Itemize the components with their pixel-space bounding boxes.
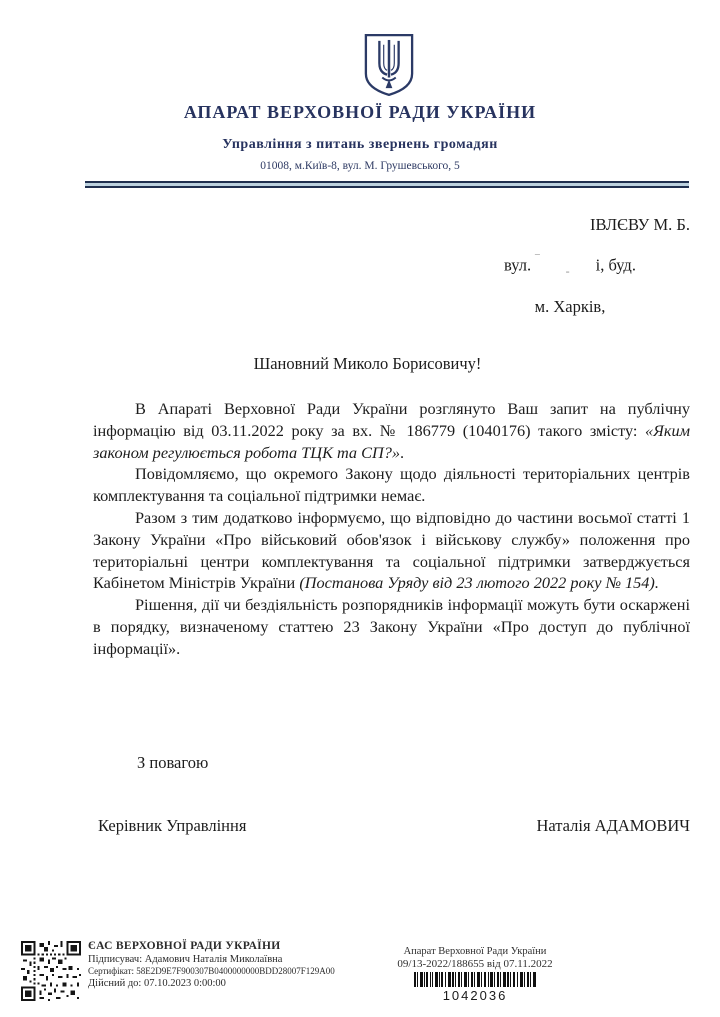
ukraine-trident-emblem-icon bbox=[363, 33, 415, 97]
letter-body bbox=[93, 398, 690, 660]
registration-stamp bbox=[380, 946, 570, 1003]
paragraph-1: В Апараті Верховної Ради України розглянуто Ваш запит на публічну інформацію від 03.11.2022 року за вх. № 186779 (1040176) такого змісту: «Яким законом регулюється робота ТЦК та СП?». bbox=[93, 399, 690, 462]
signature-row bbox=[98, 816, 690, 836]
barcode-icon bbox=[414, 972, 536, 987]
header-rule-divider bbox=[85, 181, 689, 188]
esign-certificate: Сертифікат: 58E2D9E7F900307B0400000000BDD28007F129A00 bbox=[88, 966, 335, 976]
barcode-number: 1042036 bbox=[442, 988, 508, 1003]
esign-block bbox=[88, 940, 388, 989]
paragraph-2: Повідомляємо, що окремого Закону щодо діяльності територіальних центрів комплектування та соціальної підтримки немає. bbox=[93, 464, 690, 506]
recipient-street: вул. ‾$_-$ і, буд. bbox=[504, 252, 636, 278]
redaction-mark: - bbox=[565, 263, 570, 278]
org-name: АПАРАТ ВЕРХОВНОЇ РАДИ УКРАЇНИ bbox=[183, 102, 537, 122]
stamp-org: Апарат Верховної Ради України bbox=[403, 946, 547, 957]
org-address: 01008, м.Київ-8, вул. М. Грушевського, 5 bbox=[260, 160, 460, 172]
stamp-number: 09/13-2022/188655 від 07.11.2022 bbox=[397, 958, 553, 970]
paragraph-3: Разом з тим додатково інформуємо, що відповідно до частини восьмої статті 1 Закону України «Про військовий обов'язок і військову службу» положення про територіальні центри комплектування та соціальної підтримки затверджується Кабінетом Міністрів України (Постанова Уряду від 23 лютого 2022 року № 154). bbox=[93, 507, 690, 593]
recipient-block bbox=[440, 207, 700, 324]
signer-position: Керівник Управління bbox=[98, 816, 247, 835]
salutation: Шановний Миколо Борисовичу! bbox=[253, 354, 482, 373]
esign-validity: Дійсний до: 07.10.2023 0:00:00 bbox=[88, 978, 226, 989]
esign-signer: Підписувач: Адамович Наталія Миколаївна bbox=[88, 954, 283, 965]
paragraph-4: Рішення, дії чи бездіяльність розпорядників інформації можуть бути оскаржені в порядку, визначеному статтею 23 Закону України «Про доступ до публічної інформації». bbox=[93, 595, 690, 658]
recipient-city: м. Харків, bbox=[534, 296, 606, 316]
redaction-mark: ‾ bbox=[535, 252, 540, 267]
qr-code-icon bbox=[21, 940, 81, 1002]
signer-name: Наталія АДАМОВИЧ bbox=[536, 816, 690, 835]
department-name: Управління з питань звернень громадян bbox=[222, 137, 498, 152]
closing-regards: З повагою bbox=[137, 753, 209, 772]
recipient-name: ІВЛЄВУ М. Б. bbox=[590, 215, 690, 234]
esign-system: ЄАС ВЕРХОВНОЇ РАДИ УКРАЇНИ bbox=[88, 940, 281, 952]
